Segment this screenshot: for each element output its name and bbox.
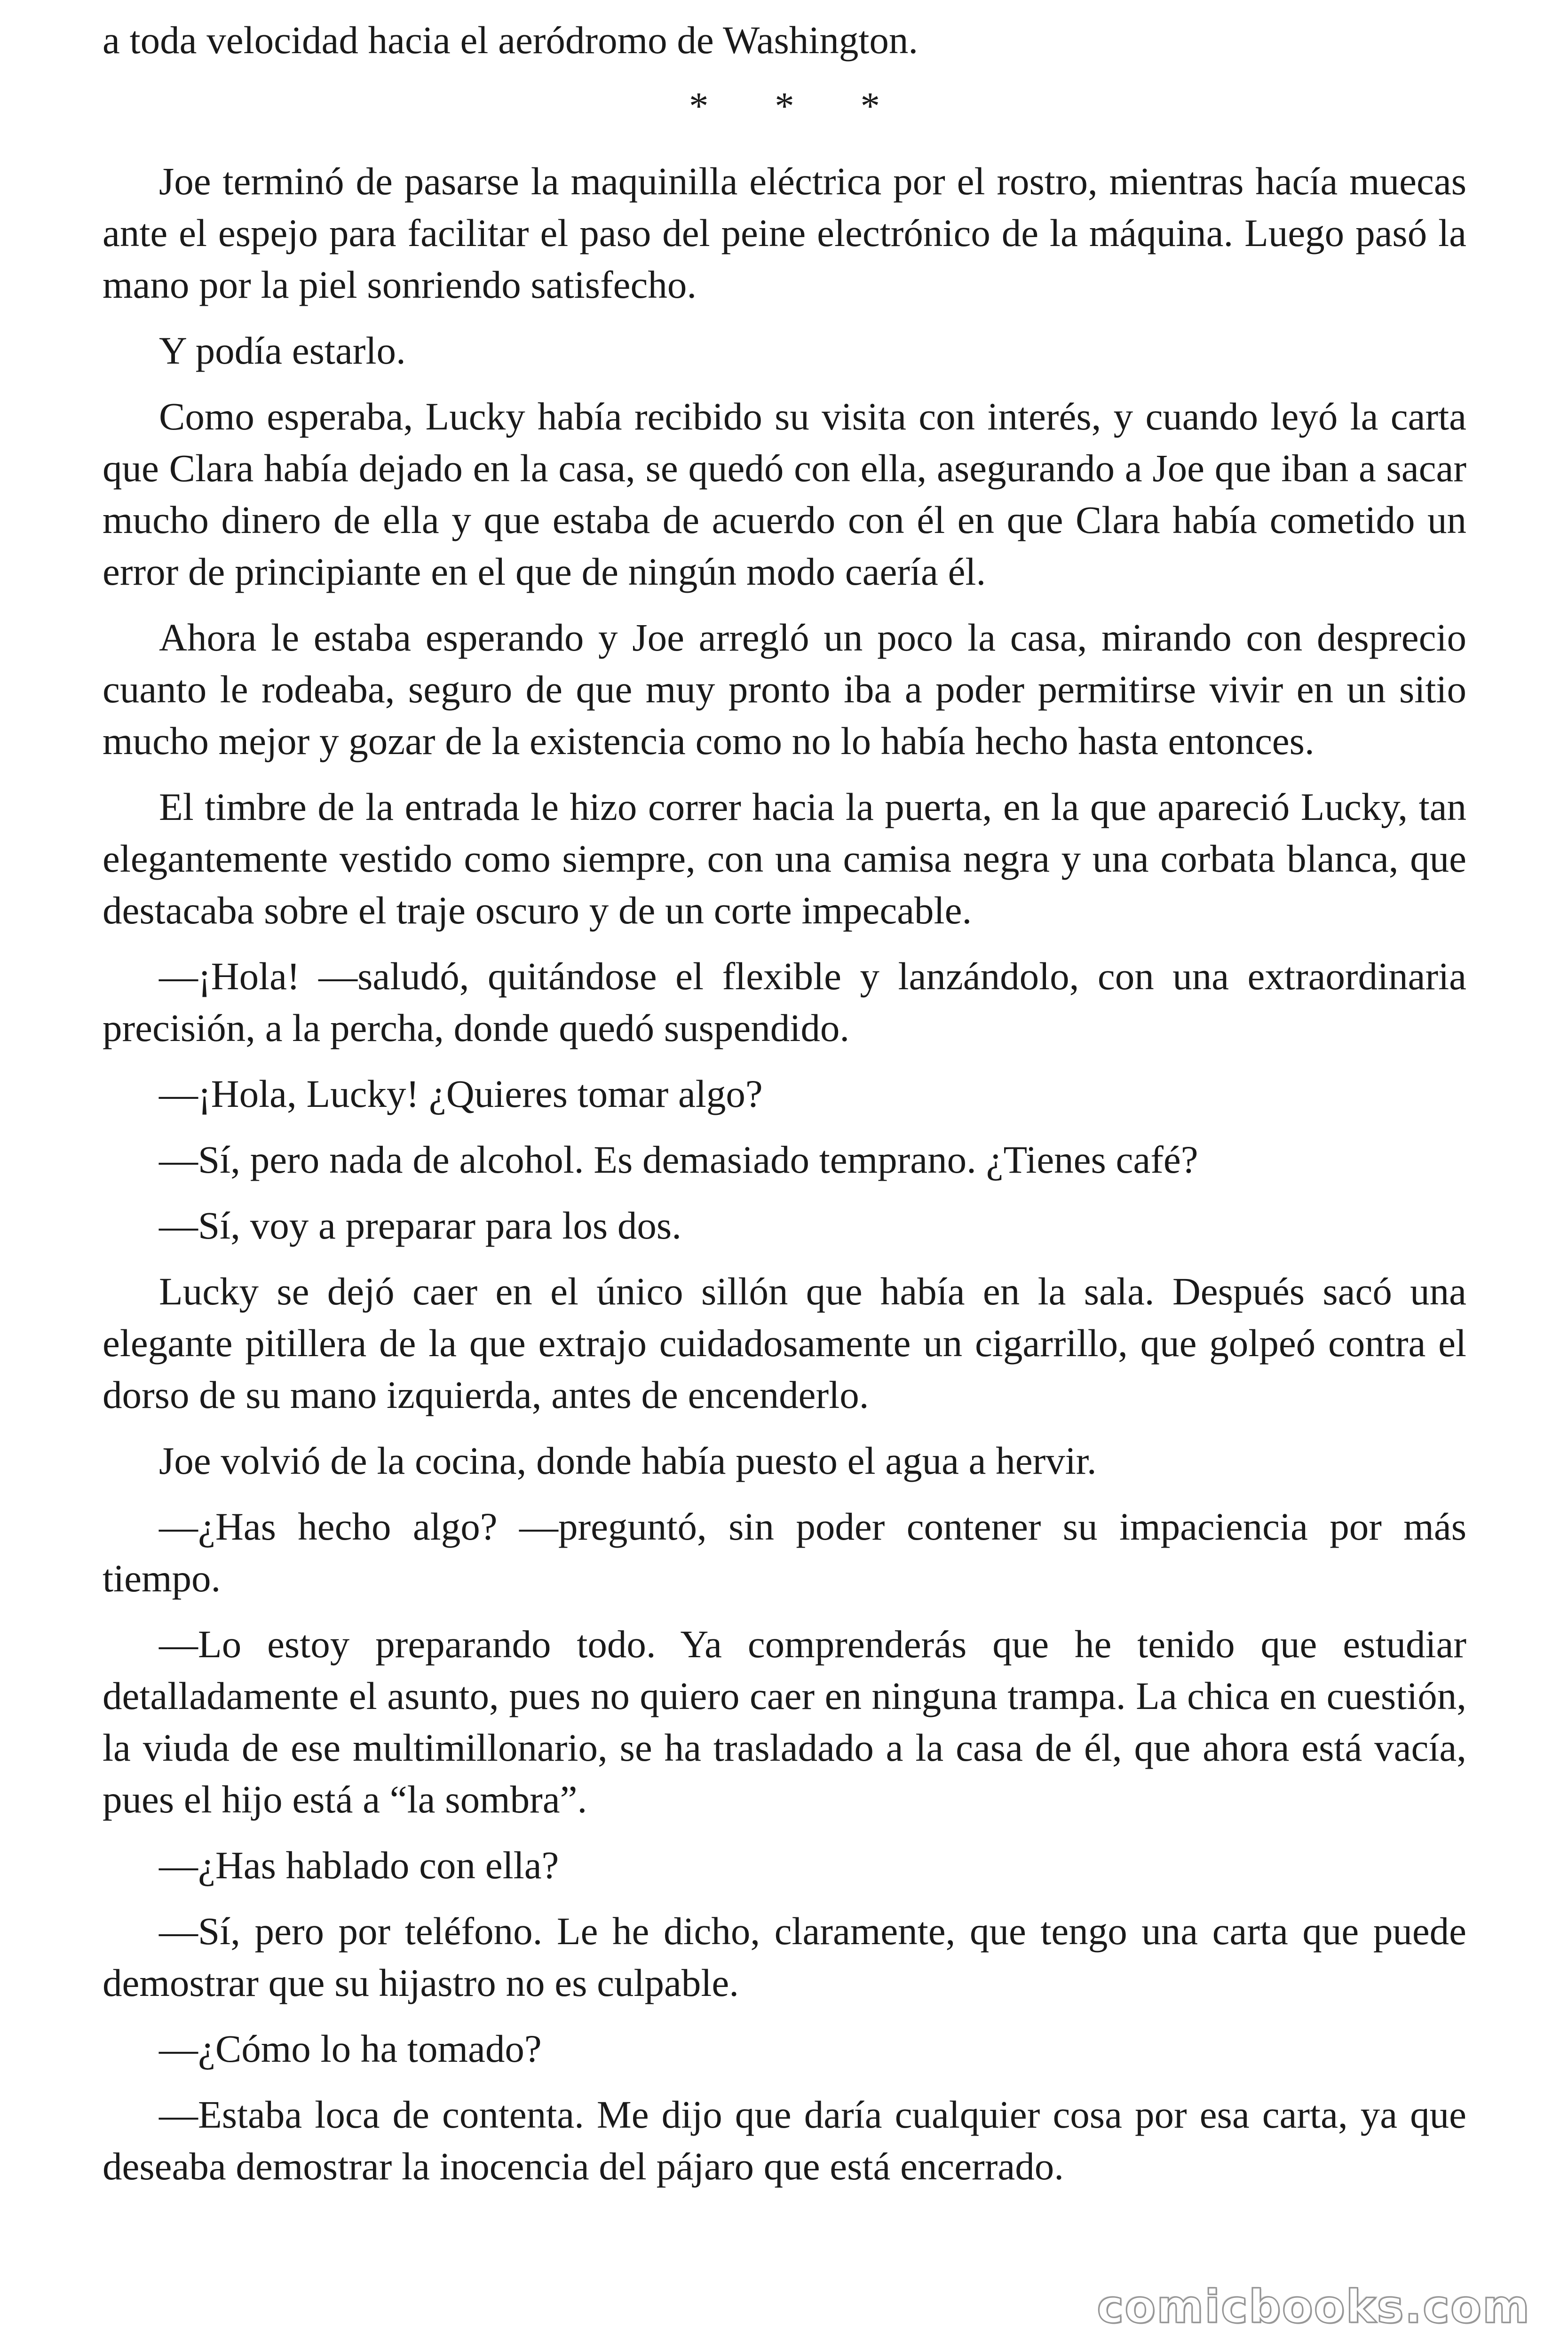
paragraph: Joe terminó de pasarse la maquinilla eléctrica por el rostro, mientras hacía muecas ante el espejo para facilitar el paso del peine electrónico de la máquina. Luego pasó la mano por la piel sonriendo satisfecho.: [103, 159, 1466, 306]
paragraph: Joe volvió de la cocina, donde había puesto el agua a hervir.: [159, 1439, 1097, 1482]
book-page: [103, 14, 1466, 2206]
dialogue-paragraph: —Sí, voy a preparar para los dos.: [159, 1204, 681, 1247]
separator-asterisk: *: [689, 84, 709, 127]
paragraph: Como esperaba, Lucky había recibido su visita con interés, y cuando leyó la carta que Clara había dejado en la casa, se quedó con ella, asegurando a Joe que iban a sacar mucho dinero de ella y que estaba de acuerdo con él en que Clara había cometido un error de principiante en el que de ningún modo caería él.: [103, 395, 1466, 593]
dialogue-paragraph: —Estaba loca de contenta. Me dijo que daría cualquier cosa por esa carta, ya que deseaba demostrar la inocencia del pájaro que está encerrado.: [103, 2093, 1466, 2188]
dialogue-paragraph: —¡Hola, Lucky! ¿Quieres tomar algo?: [159, 1072, 763, 1115]
separator-asterisk: *: [775, 84, 794, 127]
separator-asterisk: *: [860, 84, 880, 127]
paragraph: El timbre de la entrada le hizo correr hacia la puerta, en la que apareció Lucky, tan elegantemente vestido como siempre, con una camisa negra y una corbata blanca, que destacaba sobre el traje oscuro y de un corte impecable.: [103, 785, 1466, 932]
dialogue-paragraph: —Lo estoy preparando todo. Ya comprenderás que he tenido que estudiar detalladamente el asunto, pues no quiero caer en ninguna trampa. La chica en cuestión, la viuda de ese multimillonario, se ha trasladado a la casa de él, que ahora está vacía, pues el hijo está a “la sombra”.: [103, 1622, 1466, 1821]
dialogue-paragraph: —¿Has hablado con ella?: [159, 1843, 559, 1887]
paragraph: Ahora le estaba esperando y Joe arregló un poco la casa, mirando con desprecio cuanto le rodeaba, seguro de que muy pronto iba a poder permitirse vivir en un sitio mucho mejor y gozar de la existencia como no lo había hecho hasta entonces.: [103, 616, 1466, 763]
paragraph: Y podía estarlo.: [159, 329, 406, 372]
paragraph: Lucky se dejó caer en el único sillón que había en la sala. Después sacó una elegante pitillera de la que extrajo cuidadosamente un cigarrillo, que golpeó contra el dorso de su mano izquierda, antes de encenderlo.: [103, 1270, 1466, 1416]
watermark-logo: comicbooks.com: [1097, 2280, 1530, 2333]
dialogue-paragraph: —Sí, pero nada de alcohol. Es demasiado temprano. ¿Tienes café?: [159, 1138, 1198, 1181]
dialogue-paragraph: —¿Has hecho algo? —preguntó, sin poder contener su impaciencia por más tiempo.: [103, 1505, 1466, 1600]
scene-separator: [103, 80, 1466, 132]
dialogue-paragraph: —Sí, pero por teléfono. Le he dicho, claramente, que tengo una carta que puede demostrar que su hijastro no es culpable.: [103, 1909, 1466, 2004]
dialogue-paragraph: —¿Cómo lo ha tomado?: [159, 2027, 542, 2070]
dialogue-paragraph: —¡Hola! —saludó, quitándose el flexible y lanzándolo, con una extraordinaria precisión, a la percha, donde quedó suspendido.: [103, 954, 1466, 1049]
paragraph-continuation: a toda velocidad hacia el aeródromo de Washington.: [103, 18, 919, 62]
